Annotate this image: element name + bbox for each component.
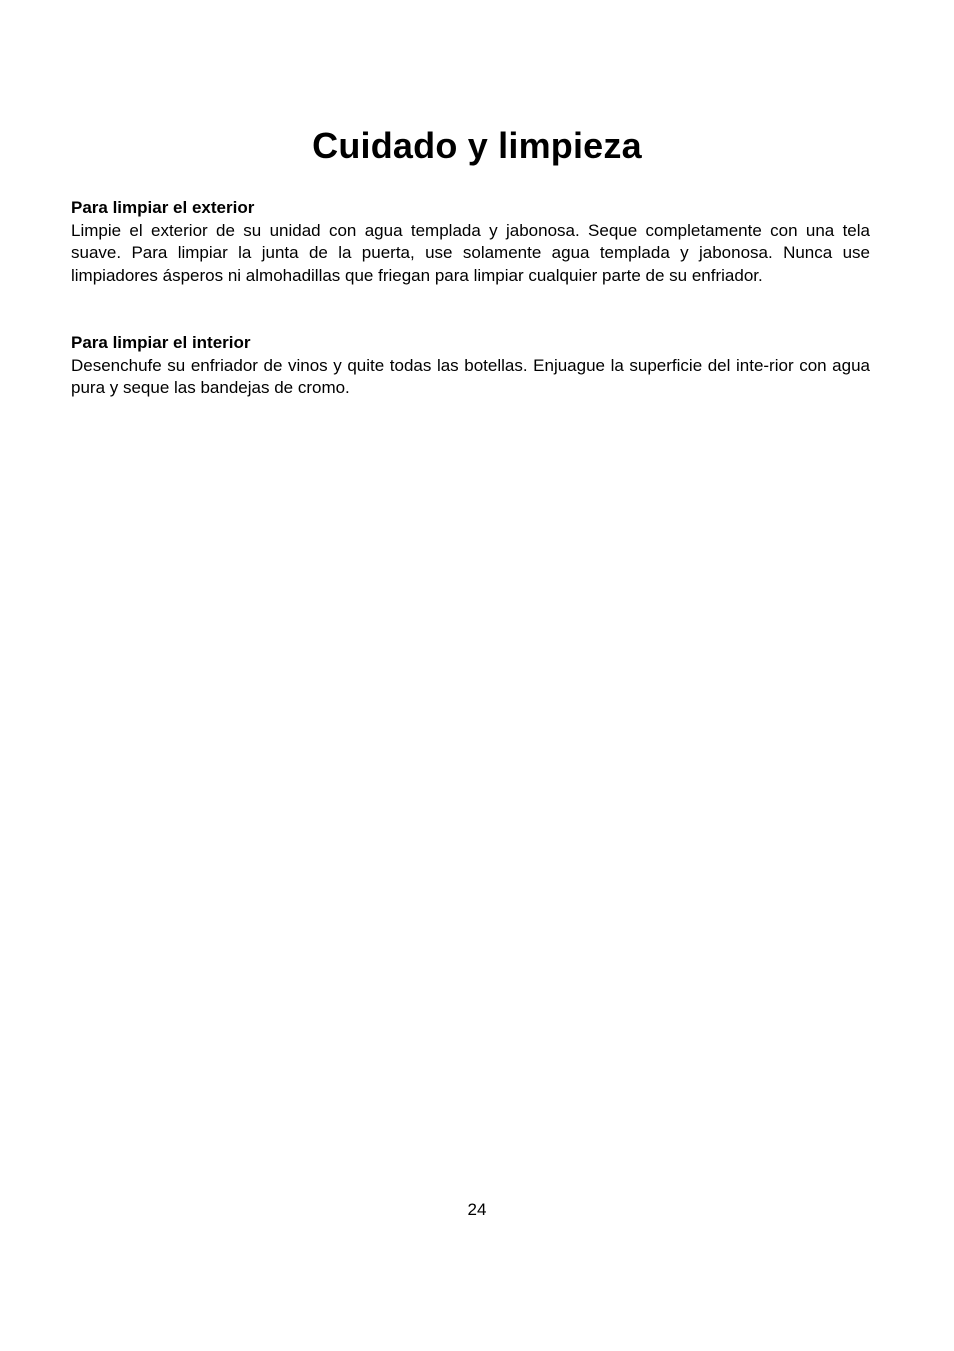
section-body-interior: Desenchufe su enfriador de vinos y quite todas las botellas. Enjuague la superficie del inte-rior con agua pura y seque las bandejas de cromo.: [71, 355, 870, 397]
section-heading-exterior: Para limpiar el exterior: [71, 198, 255, 217]
section-body-exterior: Limpie el exterior de su unidad con agua templada y jabonosa. Seque completamente con una tela suave. Para limpiar la junta de la puerta, use solamente agua templada y jabonosa. Nunca use limpiadores ásperos ni almohadillas que friegan para limpiar cualquier parte de su enfriador.: [71, 220, 870, 285]
page-number: 24: [467, 1200, 487, 1219]
section-exterior: [71, 197, 870, 287]
page-title: Cuidado y limpieza: [312, 125, 642, 166]
section-interior: [71, 332, 870, 400]
section-heading-interior: Para limpiar el interior: [71, 333, 251, 352]
